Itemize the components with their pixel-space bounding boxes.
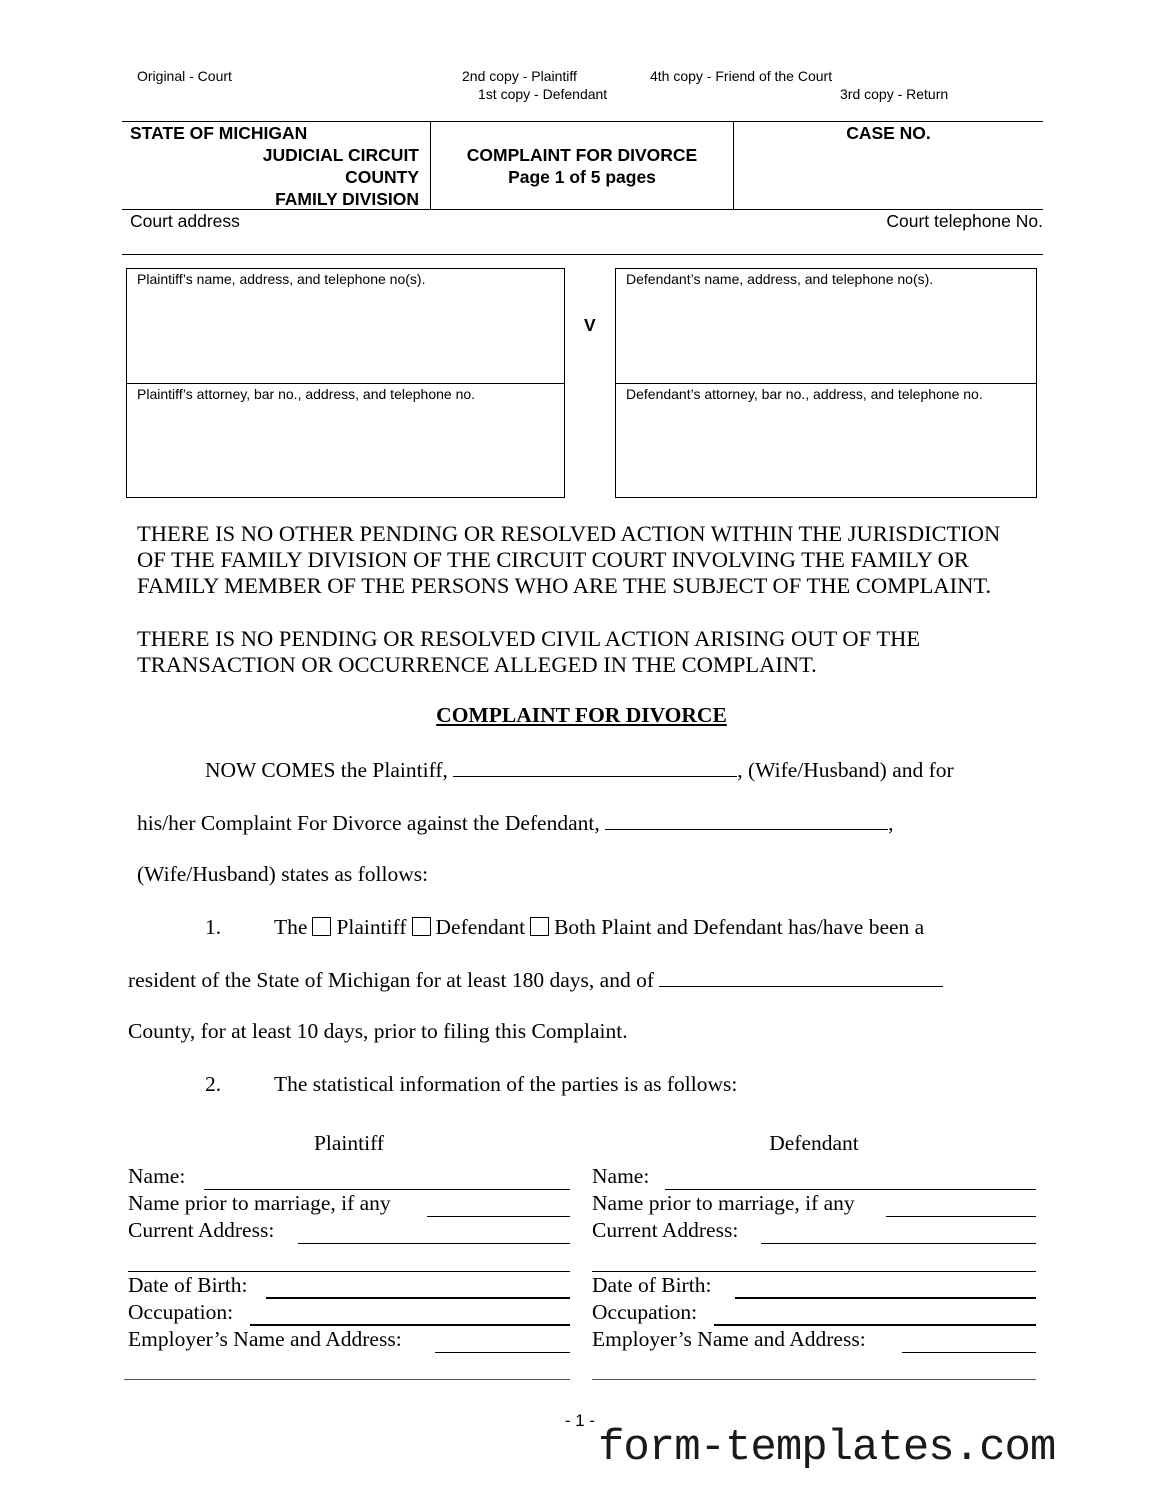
defendant-name-field[interactable] xyxy=(665,1189,1036,1190)
versus-label: V xyxy=(584,315,596,335)
defendant-employer-field-2[interactable] xyxy=(592,1379,1036,1380)
item-2-text: The statistical information of the parties is as follows: xyxy=(274,1072,738,1096)
state-label: STATE OF MICHIGAN xyxy=(130,123,308,143)
plaintiff-occupation-field[interactable] xyxy=(250,1324,570,1326)
form-title: COMPLAINT FOR DIVORCE xyxy=(466,145,698,165)
plaintiff-dob-field[interactable] xyxy=(266,1297,570,1299)
civil-action-statement-line-1: THERE IS NO PENDING OR RESOLVED CIVIL ACTION ARISING OUT OF THE xyxy=(137,626,921,651)
plaintiff-address-field[interactable] xyxy=(298,1243,570,1244)
first-copy-label: 1st copy - Defendant xyxy=(478,86,608,102)
defendant-prior-name-field[interactable] xyxy=(886,1216,1036,1217)
defendant-prior-name-label: Name prior to marriage, if any xyxy=(592,1191,855,1215)
header-top-rule xyxy=(122,121,1043,122)
defendant-address-field-2[interactable] xyxy=(592,1271,1036,1272)
fourth-copy-label: 4th copy - Friend of the Court xyxy=(650,68,833,84)
defendant-checkbox[interactable] xyxy=(412,917,431,936)
defendant-occupation-field[interactable] xyxy=(714,1324,1036,1326)
family-action-statement-line-2: OF THE FAMILY DIVISION OF THE CIRCUIT COURT INVOLVING THE FAMILY OR xyxy=(137,547,969,572)
defendant-address-label: Current Address: xyxy=(592,1218,739,1242)
judicial-circuit-label: JUDICIAL CIRCUIT xyxy=(262,145,419,165)
both-checkbox[interactable] xyxy=(530,917,549,936)
intro-text-a: NOW COMES the Plaintiff, xyxy=(205,758,448,782)
item-1-number: 1. xyxy=(205,915,222,939)
family-action-statement-line-1: THERE IS NO OTHER PENDING OR RESOLVED ACTION WITHIN THE JURISDICTION xyxy=(137,521,1001,546)
item-1-options xyxy=(274,915,924,940)
plaintiff-dob-label: Date of Birth: xyxy=(128,1273,248,1297)
plaintiff-info-label: Plaintiff’s name, address, and telephone no(s). xyxy=(137,271,426,287)
defendant-address-field[interactable] xyxy=(761,1243,1036,1244)
defendant-column-heading: Defendant xyxy=(769,1131,859,1155)
plaintiff-name-blank[interactable] xyxy=(453,757,737,777)
item-1-line-3: County, for at least 10 days, prior to filing this Complaint. xyxy=(128,1019,628,1043)
watermark: form-templates.com xyxy=(598,1423,1056,1473)
item-1-line-2 xyxy=(128,967,943,993)
plaintiff-address-field-2[interactable] xyxy=(128,1271,570,1272)
page-count: Page 1 of 5 pages xyxy=(508,167,656,187)
page-number: - 1 - xyxy=(564,1411,596,1430)
family-action-statement-line-3: FAMILY MEMBER OF THE PERSONS WHO ARE THE SUBJECT OF THE COMPLAINT. xyxy=(137,573,992,598)
defendant-name-blank[interactable] xyxy=(605,810,888,830)
intro-line2-comma: , xyxy=(888,811,894,835)
plaintiff-address-label: Current Address: xyxy=(128,1218,275,1242)
plaintiff-name-label: Name: xyxy=(128,1164,186,1188)
court-telephone-label: Court telephone No. xyxy=(886,211,1043,231)
plaintiff-checkbox[interactable] xyxy=(312,917,331,936)
defendant-attorney-label: Defendant’s attorney, bar no., address, and telephone no. xyxy=(626,386,983,402)
plaintiff-employer-field[interactable] xyxy=(435,1352,570,1353)
item-2-number: 2. xyxy=(205,1072,222,1096)
defendant-dob-field[interactable] xyxy=(735,1297,1036,1299)
plaintiff-attorney-box[interactable] xyxy=(126,383,565,498)
intro-line-2 xyxy=(137,810,893,836)
defendant-info-box[interactable] xyxy=(615,268,1037,384)
plaintiff-employer-field-2[interactable] xyxy=(124,1379,570,1380)
court-address-label: Court address xyxy=(130,211,240,231)
defendant-employer-field[interactable] xyxy=(902,1352,1036,1353)
plaintiff-column-heading: Plaintiff xyxy=(313,1131,385,1155)
original-copy-label: Original - Court xyxy=(137,68,232,84)
residency-text: resident of the State of Michigan for at least 180 days, and of xyxy=(128,968,655,992)
intro-line2-text: his/her Complaint For Divorce against the Defendant, xyxy=(137,811,600,835)
defendant-occupation-label: Occupation: xyxy=(592,1300,698,1324)
defendant-info-label: Defendant’s name, address, and telephone no(s). xyxy=(626,271,934,287)
plaintiff-occupation-label: Occupation: xyxy=(128,1300,234,1324)
complaint-heading: COMPLAINT FOR DIVORCE xyxy=(436,703,727,727)
court-address-rule xyxy=(122,254,1043,255)
plaintiff-attorney-label: Plaintiff’s attorney, bar no., address, and telephone no. xyxy=(137,386,476,402)
plaintiff-option-label: Plaintiff xyxy=(336,915,407,939)
item-1-the: The xyxy=(274,915,308,939)
defendant-attorney-box[interactable] xyxy=(615,383,1037,498)
plaintiff-prior-name-label: Name prior to marriage, if any xyxy=(128,1191,391,1215)
plaintiff-name-field[interactable] xyxy=(204,1189,570,1190)
intro-line-1 xyxy=(205,757,954,783)
intro-line-3: (Wife/Husband) states as follows: xyxy=(137,862,429,886)
family-division-label: FAMILY DIVISION xyxy=(275,189,419,209)
plaintiff-prior-name-field[interactable] xyxy=(427,1216,570,1217)
second-copy-label: 2nd copy - Plaintiff xyxy=(462,68,577,84)
defendant-option-label: Defendant xyxy=(435,915,526,939)
civil-action-statement-line-2: TRANSACTION OR OCCURRENCE ALLEGED IN THE COMPLAINT. xyxy=(137,652,817,677)
defendant-name-label: Name: xyxy=(592,1164,650,1188)
plaintiff-info-box[interactable] xyxy=(126,268,565,384)
both-option-label: Both Plaint and Defendant has/have been a xyxy=(554,915,925,939)
county-name-blank[interactable] xyxy=(659,967,943,987)
third-copy-label: 3rd copy - Return xyxy=(840,86,949,102)
defendant-dob-label: Date of Birth: xyxy=(592,1273,712,1297)
intro-text-b: , (Wife/Husband) and for xyxy=(737,758,954,782)
plaintiff-employer-label: Employer’s Name and Address: xyxy=(128,1327,402,1351)
case-number-label: CASE NO. xyxy=(846,123,931,143)
county-label: COUNTY xyxy=(345,167,419,187)
defendant-employer-label: Employer’s Name and Address: xyxy=(592,1327,866,1351)
